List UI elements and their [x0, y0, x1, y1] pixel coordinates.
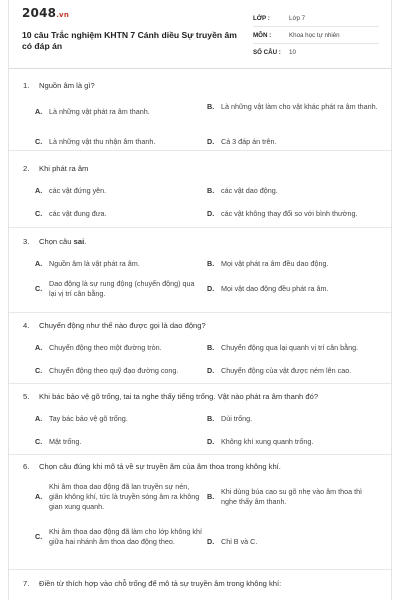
- option-text: Chuyển động qua lại quanh vị trí cân bằng.: [221, 343, 359, 352]
- option-a[interactable]: [35, 259, 195, 269]
- question-number: 7.: [23, 579, 30, 588]
- meta-key: SỐ CÂU :: [253, 48, 281, 56]
- option-b[interactable]: [207, 259, 379, 269]
- option-text: Mọi vật dao động đều phát ra âm.: [221, 284, 329, 293]
- option-d[interactable]: [207, 537, 379, 547]
- option-text: Dùi trống.: [221, 414, 253, 423]
- question-text: [23, 579, 383, 589]
- option-a[interactable]: [35, 414, 195, 424]
- option-letter: B.: [207, 102, 215, 111]
- question-text: [23, 321, 383, 331]
- option-d[interactable]: [207, 437, 379, 447]
- option-text: các vật không thay đổi so với bình thường.: [221, 209, 358, 218]
- option-text: Khi âm thoa dao động đã làm cho lớp không khí giữa hai nhánh âm thoa dao động theo.: [49, 527, 202, 546]
- option-letter: D.: [207, 537, 215, 546]
- option-letter: C.: [35, 284, 43, 293]
- option-a[interactable]: [35, 107, 195, 117]
- option-d[interactable]: [207, 209, 387, 219]
- document-page: [8, 0, 392, 600]
- option-text: Nguồn âm là vật phát ra âm.: [49, 259, 140, 268]
- option-c[interactable]: [35, 366, 203, 376]
- question-text: [23, 462, 383, 472]
- question-text: [23, 392, 383, 402]
- meta-value: Lớp 7: [289, 14, 306, 22]
- option-a[interactable]: [35, 343, 203, 353]
- option-text: Khi âm thoa dao động đã lan truyền sự nén, giãn không khí, tức là truyền sóng âm ra không gian xung quanh.: [49, 482, 200, 511]
- option-c[interactable]: [35, 137, 195, 147]
- question-divider: [9, 150, 391, 151]
- option-letter: A.: [35, 492, 43, 501]
- logo-domain: .vn: [56, 11, 70, 19]
- option-letter: B.: [207, 186, 215, 195]
- option-b[interactable]: [207, 487, 379, 507]
- question-prompt-end: .: [84, 237, 87, 246]
- meta-row-count: [253, 44, 379, 60]
- option-letter: D.: [207, 366, 215, 375]
- option-letter: D.: [207, 137, 215, 146]
- question-number: 4.: [23, 321, 30, 330]
- option-letter: D.: [207, 284, 215, 293]
- option-d[interactable]: [207, 366, 387, 376]
- question-number: 5.: [23, 392, 30, 401]
- logo-number: 2048: [22, 6, 57, 20]
- option-text: Dao động là sự rung động (chuyển động) qua lại vị trí cân bằng.: [49, 279, 195, 298]
- option-b[interactable]: [207, 102, 379, 112]
- question-prompt: Khi phát ra âm: [39, 164, 89, 173]
- option-text: các vật dao động.: [221, 186, 278, 195]
- option-letter: A.: [35, 259, 43, 268]
- question-divider: [9, 227, 391, 228]
- option-text: Mọi vật phát ra âm đều dao động.: [221, 259, 329, 268]
- question-text: [23, 237, 383, 247]
- option-letter: C.: [35, 532, 43, 541]
- option-text: Chỉ B và C.: [221, 537, 258, 546]
- question-emphasis: sai: [73, 237, 85, 246]
- option-d[interactable]: [207, 137, 379, 147]
- option-text: Chuyển động theo một đường tròn.: [49, 343, 162, 352]
- option-a[interactable]: [35, 482, 203, 512]
- option-text: Cả 3 đáp án trên.: [221, 137, 277, 146]
- question-prompt: Chuyển động như thế nào được gọi là dao động?: [39, 321, 206, 330]
- option-b[interactable]: [207, 343, 387, 353]
- option-letter: D.: [207, 209, 215, 218]
- option-c[interactable]: [35, 527, 203, 547]
- option-text: các vật đung đưa.: [49, 209, 107, 218]
- option-text: Khi dùng búa cao su gõ nhẹ vào âm thoa thì nghe thấy âm thanh.: [221, 487, 363, 506]
- meta-row-grade: [253, 10, 379, 27]
- option-a[interactable]: [35, 186, 195, 196]
- question-prompt: Khi bác bảo vệ gõ trống, tai ta nghe thấy tiếng trống. Vật nào phát ra âm thanh đó?: [39, 392, 319, 401]
- option-letter: D.: [207, 437, 215, 446]
- meta-value: 10: [289, 48, 296, 56]
- option-text: Tay bác bảo vệ gõ trống.: [49, 414, 128, 423]
- option-text: các vật đứng yên.: [49, 186, 107, 195]
- option-letter: A.: [35, 186, 43, 195]
- option-text: Không khí xung quanh trống.: [221, 437, 314, 446]
- option-letter: C.: [35, 137, 43, 146]
- option-c[interactable]: [35, 437, 195, 447]
- meta-key: MÔN :: [253, 31, 272, 39]
- option-d[interactable]: [207, 284, 379, 294]
- option-letter: B.: [207, 259, 215, 268]
- option-letter: C.: [35, 209, 43, 218]
- question-prompt: Chọn câu: [39, 237, 74, 246]
- option-text: Chuyển động theo quỹ đạo đường cong.: [49, 366, 179, 375]
- question-prompt: Điền từ thích hợp vào chỗ trống để mô tả sự truyền âm trong không khí:: [39, 579, 282, 588]
- question-divider: [9, 383, 391, 384]
- meta-value: Khoa học tự nhiên: [289, 31, 340, 39]
- site-logo[interactable]: [22, 6, 69, 20]
- option-text: Là những vật phát ra âm thanh.: [49, 107, 150, 116]
- question-divider: [9, 569, 391, 570]
- option-c[interactable]: [35, 209, 195, 219]
- question-divider: [9, 312, 391, 313]
- document-header: [9, 0, 393, 68]
- question-prompt: Chọn câu đúng khi mô tả về sự truyền âm của âm thoa trong không khí.: [39, 462, 281, 471]
- option-letter: C.: [35, 366, 43, 375]
- question-prompt: Nguồn âm là gì?: [39, 81, 95, 90]
- option-letter: A.: [35, 107, 43, 116]
- option-text: Chuyển động của vật được ném lên cao.: [221, 366, 352, 375]
- question-text: [23, 81, 383, 91]
- option-text: Mặt trống.: [49, 437, 82, 446]
- question-number: 2.: [23, 164, 30, 173]
- meta-table: [253, 10, 379, 60]
- option-letter: C.: [35, 437, 43, 446]
- option-c[interactable]: [35, 279, 195, 299]
- option-letter: A.: [35, 414, 43, 423]
- meta-row-subject: [253, 27, 379, 44]
- option-letter: B.: [207, 492, 215, 501]
- question-number: 1.: [23, 81, 30, 90]
- option-text: Là những vật làm cho vật khác phát ra âm thanh.: [221, 102, 378, 111]
- question-number: 3.: [23, 237, 30, 246]
- question-text: [23, 164, 383, 174]
- option-b[interactable]: [207, 414, 379, 424]
- question-number: 6.: [23, 462, 30, 471]
- option-letter: B.: [207, 343, 215, 352]
- option-letter: A.: [35, 343, 43, 352]
- option-letter: B.: [207, 414, 215, 423]
- question-divider: [9, 454, 391, 455]
- header-divider: [9, 68, 391, 69]
- page-title: 10 câu Trắc nghiệm KHTN 7 Cánh diều Sự truyền âm có đáp án: [22, 30, 237, 51]
- option-text: Là những vật thu nhận âm thanh.: [49, 137, 156, 146]
- meta-key: LỚP :: [253, 14, 270, 22]
- option-b[interactable]: [207, 186, 379, 196]
